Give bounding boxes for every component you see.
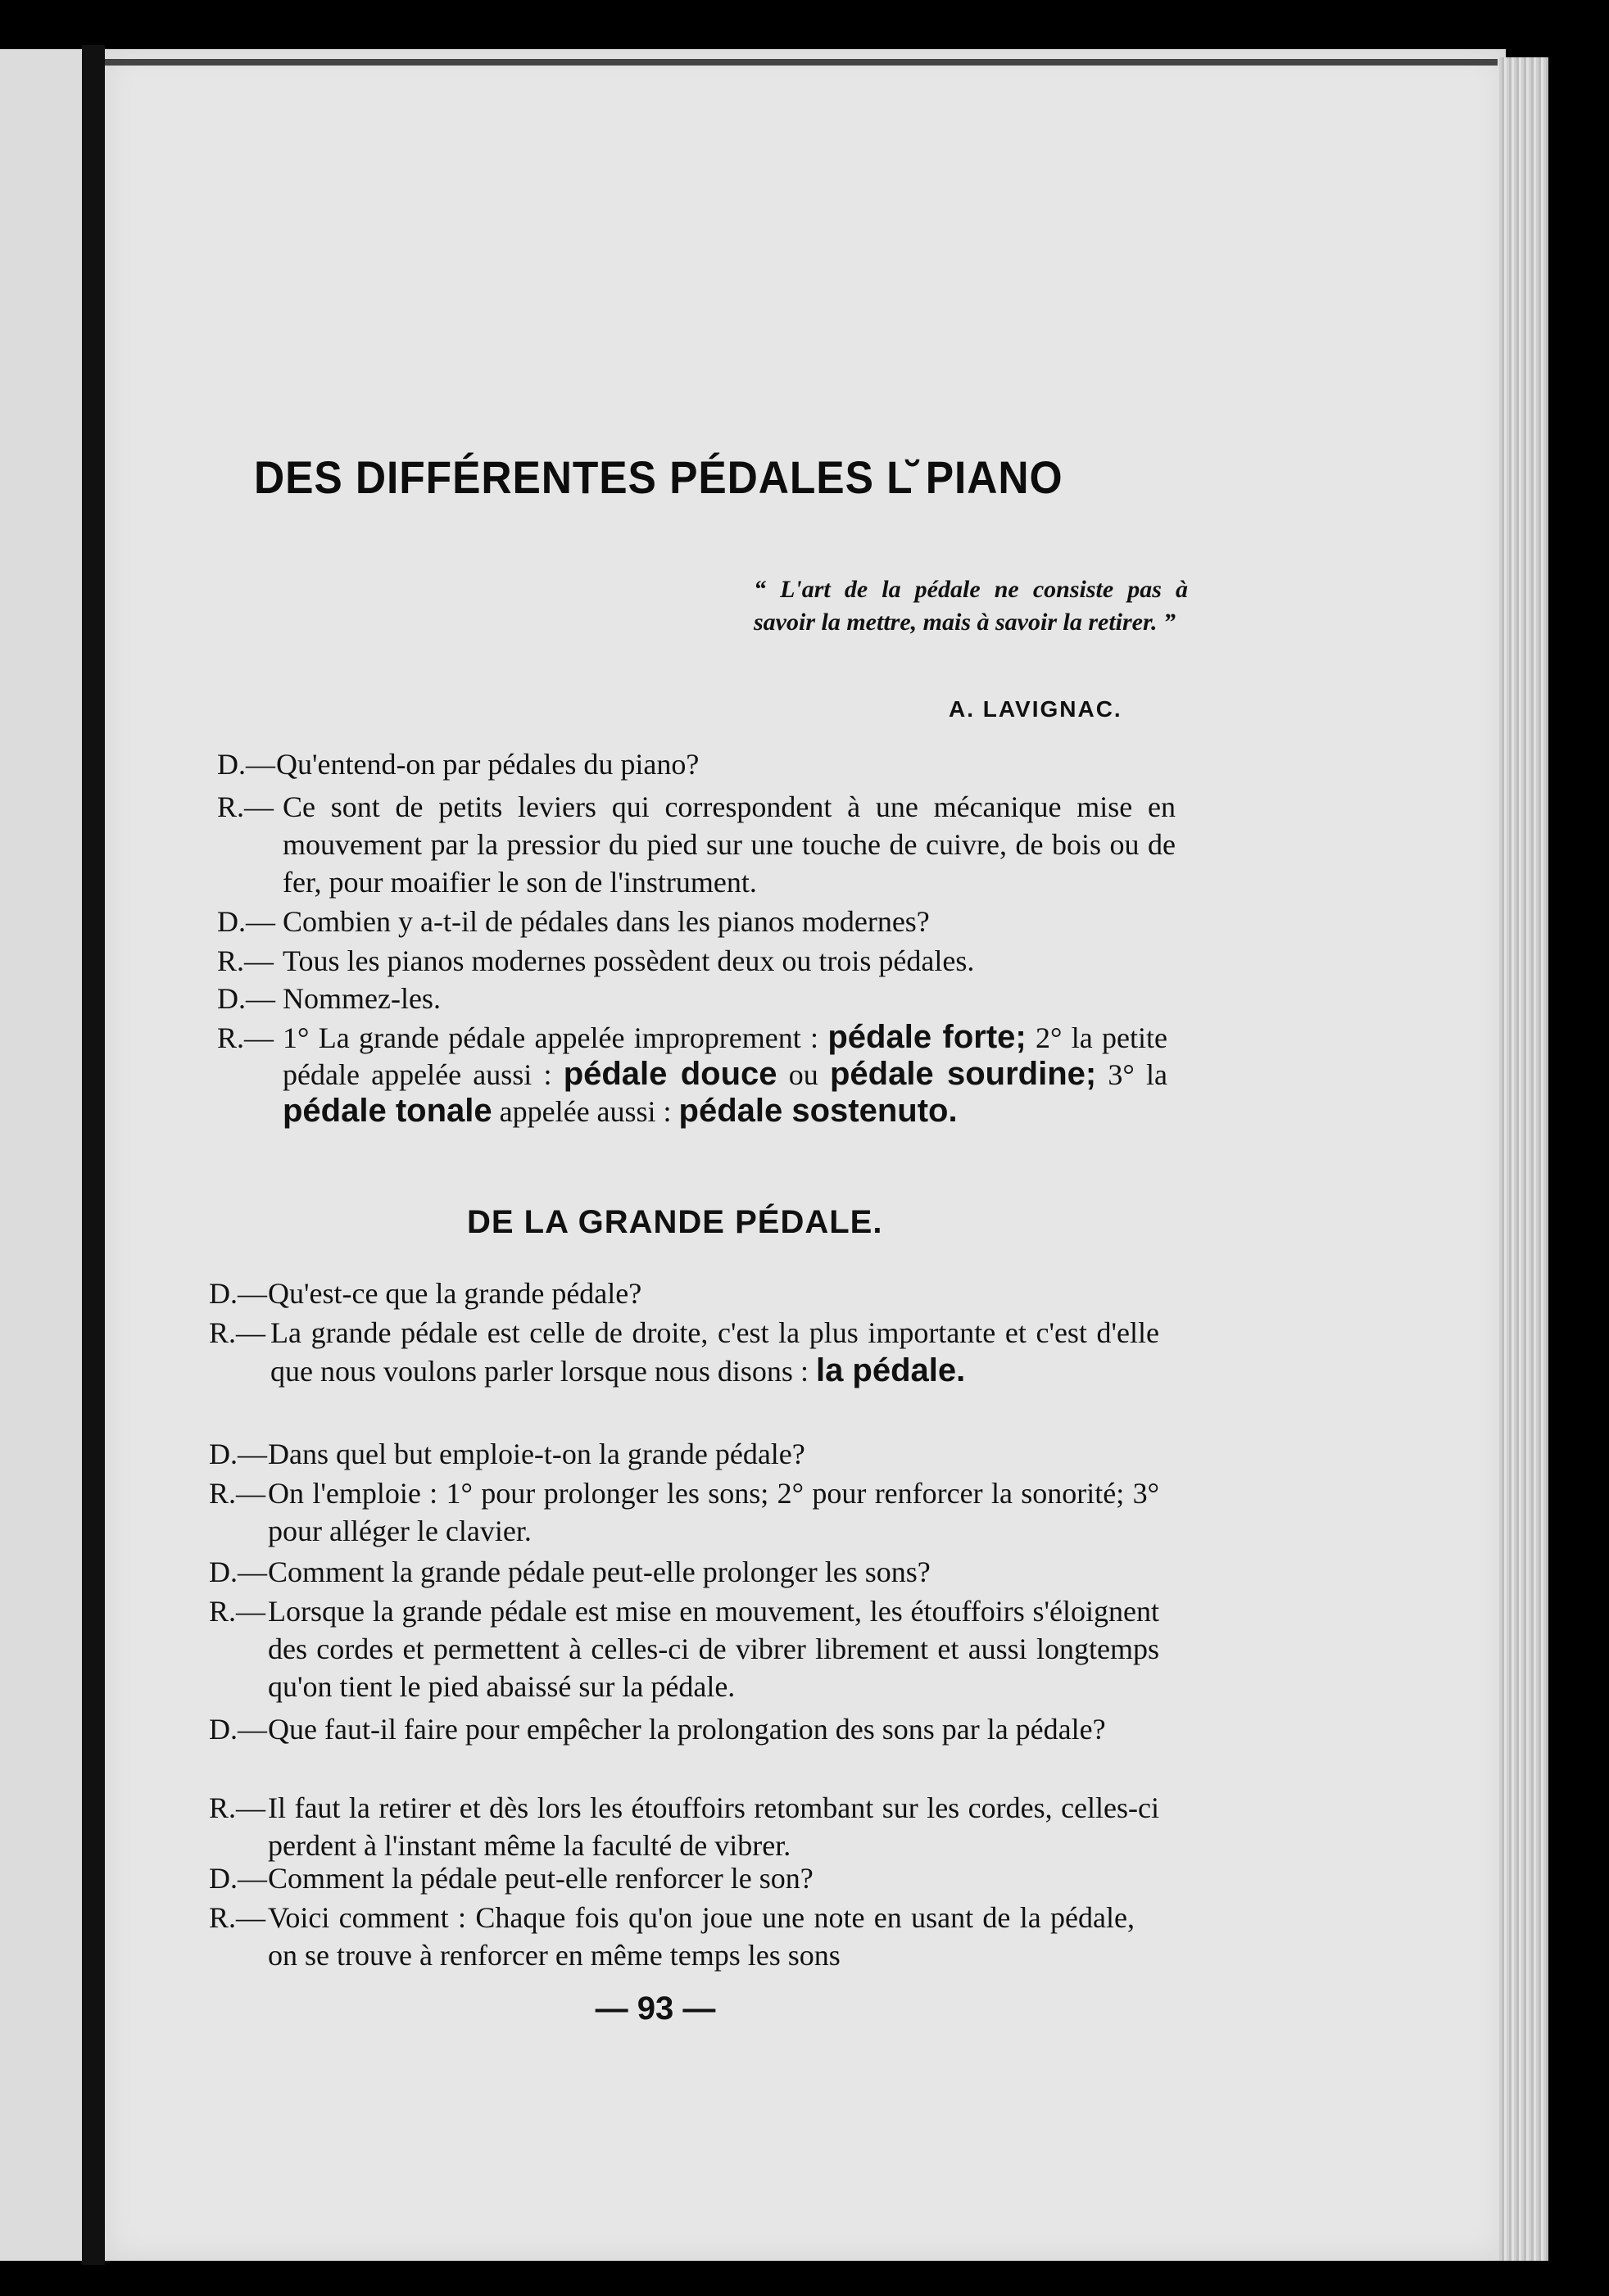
- qa-item: [209, 1474, 1159, 1550]
- qa-tag: R.—: [209, 1791, 266, 1824]
- top-border-line: [105, 59, 1498, 66]
- qa-text: Tous les pianos modernes possèdent deux ou trois pédales.: [283, 944, 975, 977]
- qa-text-part: 3° la: [1096, 1058, 1168, 1091]
- qa-item: [217, 903, 1176, 940]
- qa-text: Combien y a-t-il de pédales dans les pianos modernes?: [283, 905, 930, 938]
- qa-text: Dans quel but emploie-t-on la grande pédale?: [268, 1438, 805, 1470]
- qa-text-part: appelée aussi :: [492, 1095, 679, 1128]
- qa-text-part: 1° La grande pédale appelée improprement :: [283, 1021, 828, 1054]
- qa-tag: D.—: [209, 1556, 267, 1588]
- qa-tag: R.—: [209, 1595, 266, 1628]
- qa-text: Voici comment : Chaque fois qu'on joue une note en usant de la pédale, on se trouve à renforcer en même temps les sons: [268, 1901, 1135, 1972]
- pedal-name: pédale sourdine;: [829, 1056, 1097, 1092]
- book-gutter: [82, 45, 105, 2265]
- qa-text: Il faut la retirer et dès lors les étouffoirs retombant sur les cordes, celles-ci perdent à l'instant même la faculté de vibrer.: [268, 1791, 1159, 1862]
- qa-item: [209, 1553, 1159, 1591]
- qa-tag: D.—: [209, 1862, 267, 1895]
- qa-tag: R.—: [217, 1021, 274, 1054]
- qa-tag: R.—: [209, 1316, 266, 1349]
- epigraph-author: A. LAVIGNAC.: [949, 696, 1122, 722]
- qa-item: [209, 1314, 1159, 1390]
- qa-tag: D.—: [209, 1438, 267, 1470]
- qa-text: Comment la pédale peut-elle renforcer le son?: [268, 1862, 814, 1895]
- pedal-name: pédale sostenuto.: [678, 1093, 958, 1129]
- qa-item: [209, 1789, 1159, 1864]
- qa-item: [217, 1019, 1167, 1130]
- pedal-name: pédale tonale: [283, 1093, 492, 1129]
- qa-tag: R.—: [209, 1477, 266, 1510]
- qa-tag: D.—: [209, 1277, 267, 1310]
- qa-item: [209, 1899, 1135, 1974]
- qa-text: Que faut-il faire pour empêcher la prolongation des sons par la pédale?: [268, 1713, 1106, 1746]
- qa-item: [209, 1710, 1159, 1748]
- qa-text: Ce sont de petits leviers qui correspondent à une mécanique mise en mouvement par la pressior du pied sur une touche de cuivre, de bois ou de fer, pour moaifier le son de l'instrument.: [283, 790, 1176, 899]
- qa-text-part: 2° la petite pédale appelée aussi :: [283, 1021, 1167, 1091]
- qa-text: Qu'est-ce que la grande pédale?: [268, 1277, 642, 1310]
- qa-item: [209, 1275, 1159, 1312]
- pedal-name: pédale forte;: [827, 1019, 1027, 1055]
- qa-text-part: ou: [777, 1058, 830, 1091]
- qa-item: [217, 745, 1176, 783]
- qa-text: Lorsque la grande pédale est mise en mouvement, les étouffoirs s'éloignent des cordes et permettent à celles-ci de vibrer librement et aussi longtemps qu'on tient le pied abaissé sur la pédale.: [268, 1595, 1159, 1703]
- page-stack-edge: [1499, 57, 1548, 2261]
- qa-tag: R.—: [209, 1901, 266, 1934]
- qa-item: [209, 1592, 1159, 1705]
- qa-tag: R.—: [217, 944, 274, 977]
- qa-item: [209, 1435, 1159, 1473]
- qa-text: Comment la grande pédale peut-elle prolonger les sons?: [268, 1556, 931, 1588]
- qa-text: On l'emploie : 1° pour prolonger les sons; 2° pour renforcer la sonorité; 3° pour alléger le clavier.: [268, 1477, 1159, 1547]
- qa-text: [209, 1314, 1159, 1390]
- section-title: DE LA GRANDE PÉDALE.: [467, 1204, 883, 1240]
- qa-item: [217, 980, 1176, 1017]
- page-title: DES DIFFÉRENTES PÉDALES L‍̆ PIANO: [254, 451, 1063, 503]
- qa-text-part: La grande pédale est celle de droite, c'est la plus importante et c'est d'elle que nous voulons parler lorsque nous disons :: [270, 1316, 1159, 1388]
- epigraph-quote: “ L'art de la pédale ne consiste pas à savoir la mettre, mais à savoir la retirer. ”: [754, 576, 1188, 636]
- emphasis: la pédale.: [815, 1352, 966, 1388]
- facing-page-edge: [0, 49, 82, 2261]
- qa-tag: R.—: [217, 790, 274, 823]
- qa-text: [217, 1019, 1167, 1130]
- pedal-name: pédale douce: [563, 1056, 777, 1092]
- qa-text: Nommez-les.: [283, 982, 441, 1015]
- qa-tag: D.—: [217, 905, 275, 938]
- page-number: — 93 —: [595, 1990, 716, 2027]
- qa-item: [209, 1859, 1159, 1897]
- qa-tag: D.—: [209, 1713, 267, 1746]
- qa-text: Qu'entend-on par pédales du piano?: [276, 748, 700, 781]
- qa-item: [217, 942, 1176, 980]
- qa-item: [217, 788, 1176, 901]
- qa-tag: D.—: [217, 748, 275, 781]
- qa-tag: D.—: [217, 982, 275, 1015]
